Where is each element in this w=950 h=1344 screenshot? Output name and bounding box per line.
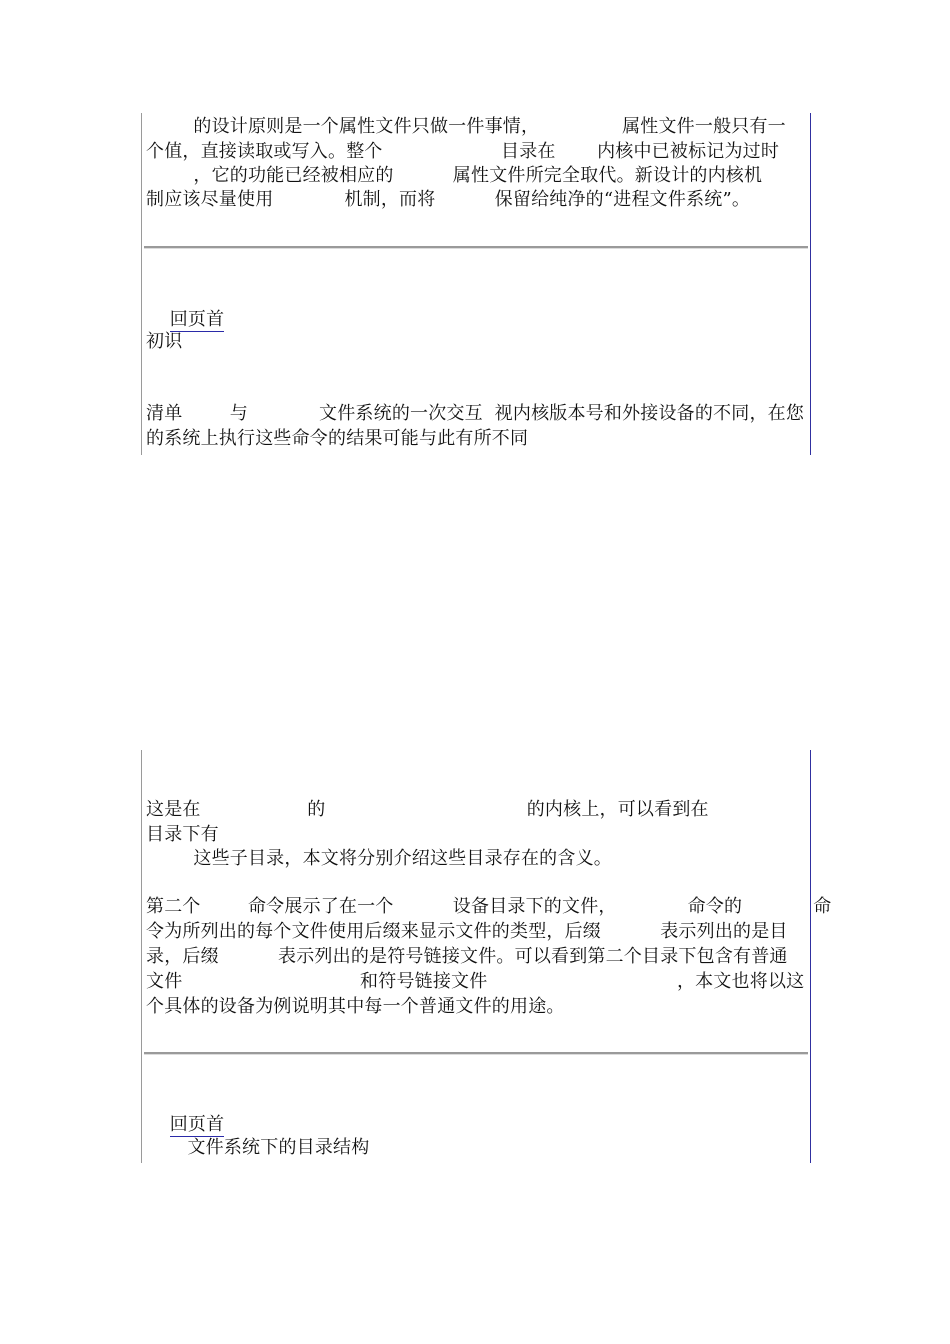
horizontal-divider [144, 246, 808, 249]
horizontal-divider [144, 1052, 808, 1055]
back-to-top-link[interactable]: 回页首 [169, 309, 225, 330]
section-heading: 文件系统下的目录结构 [146, 1137, 370, 1158]
content-block-1 [141, 113, 811, 455]
listing-caption-line: 清单 与 文件系统的一次交互 视内核版本号和外接设备的不同，在您 [146, 403, 805, 424]
paragraph-line: 制应该尽量使用 机制，而将 保留给纯净的“进程文件系统”。 [146, 189, 751, 210]
intro-line: 这是在 的 的内核上，可以看到在 [146, 799, 709, 820]
paragraph-line: 第二个 命令展示了在一个 设备目录下的文件， 命令的 命 [146, 896, 832, 917]
paragraph-line: 文件 和符号链接文件 ，本文也将以这 [146, 971, 805, 992]
section-heading: 初识 [146, 331, 183, 352]
paragraph-line: ，它的功能已经被相应的 属性文件所完全取代。新设计的内核机 [146, 165, 763, 186]
paragraph-line: 个值，直接读取或写入。整个 目录在 内核中已被标记为过时 [146, 141, 780, 162]
content-block-2 [141, 750, 832, 1163]
listing-caption-line: 的系统上执行这些命令的结果可能与此有所不同 [146, 428, 529, 449]
paragraph-line: 的设计原则是一个属性文件只做一件事情， 属性文件一般只有一 [146, 116, 786, 137]
intro-line: 目录下有 [146, 824, 219, 845]
paragraph-line: 个具体的设备为例说明其中每一个普通文件的用途。 [146, 996, 565, 1017]
paragraph-line: 录，后缀 表示列出的是符号链接文件。可以看到第二个目录下包含有普通 [146, 946, 788, 967]
back-to-top-link[interactable]: 回页首 [169, 1114, 225, 1135]
intro-line: 这些子目录，本文将分别介绍这些目录存在的含义。 [146, 848, 612, 869]
paragraph-line: 令为所列出的每个文件使用后缀来显示文件的类型，后缀 表示列出的是目 [146, 921, 788, 942]
